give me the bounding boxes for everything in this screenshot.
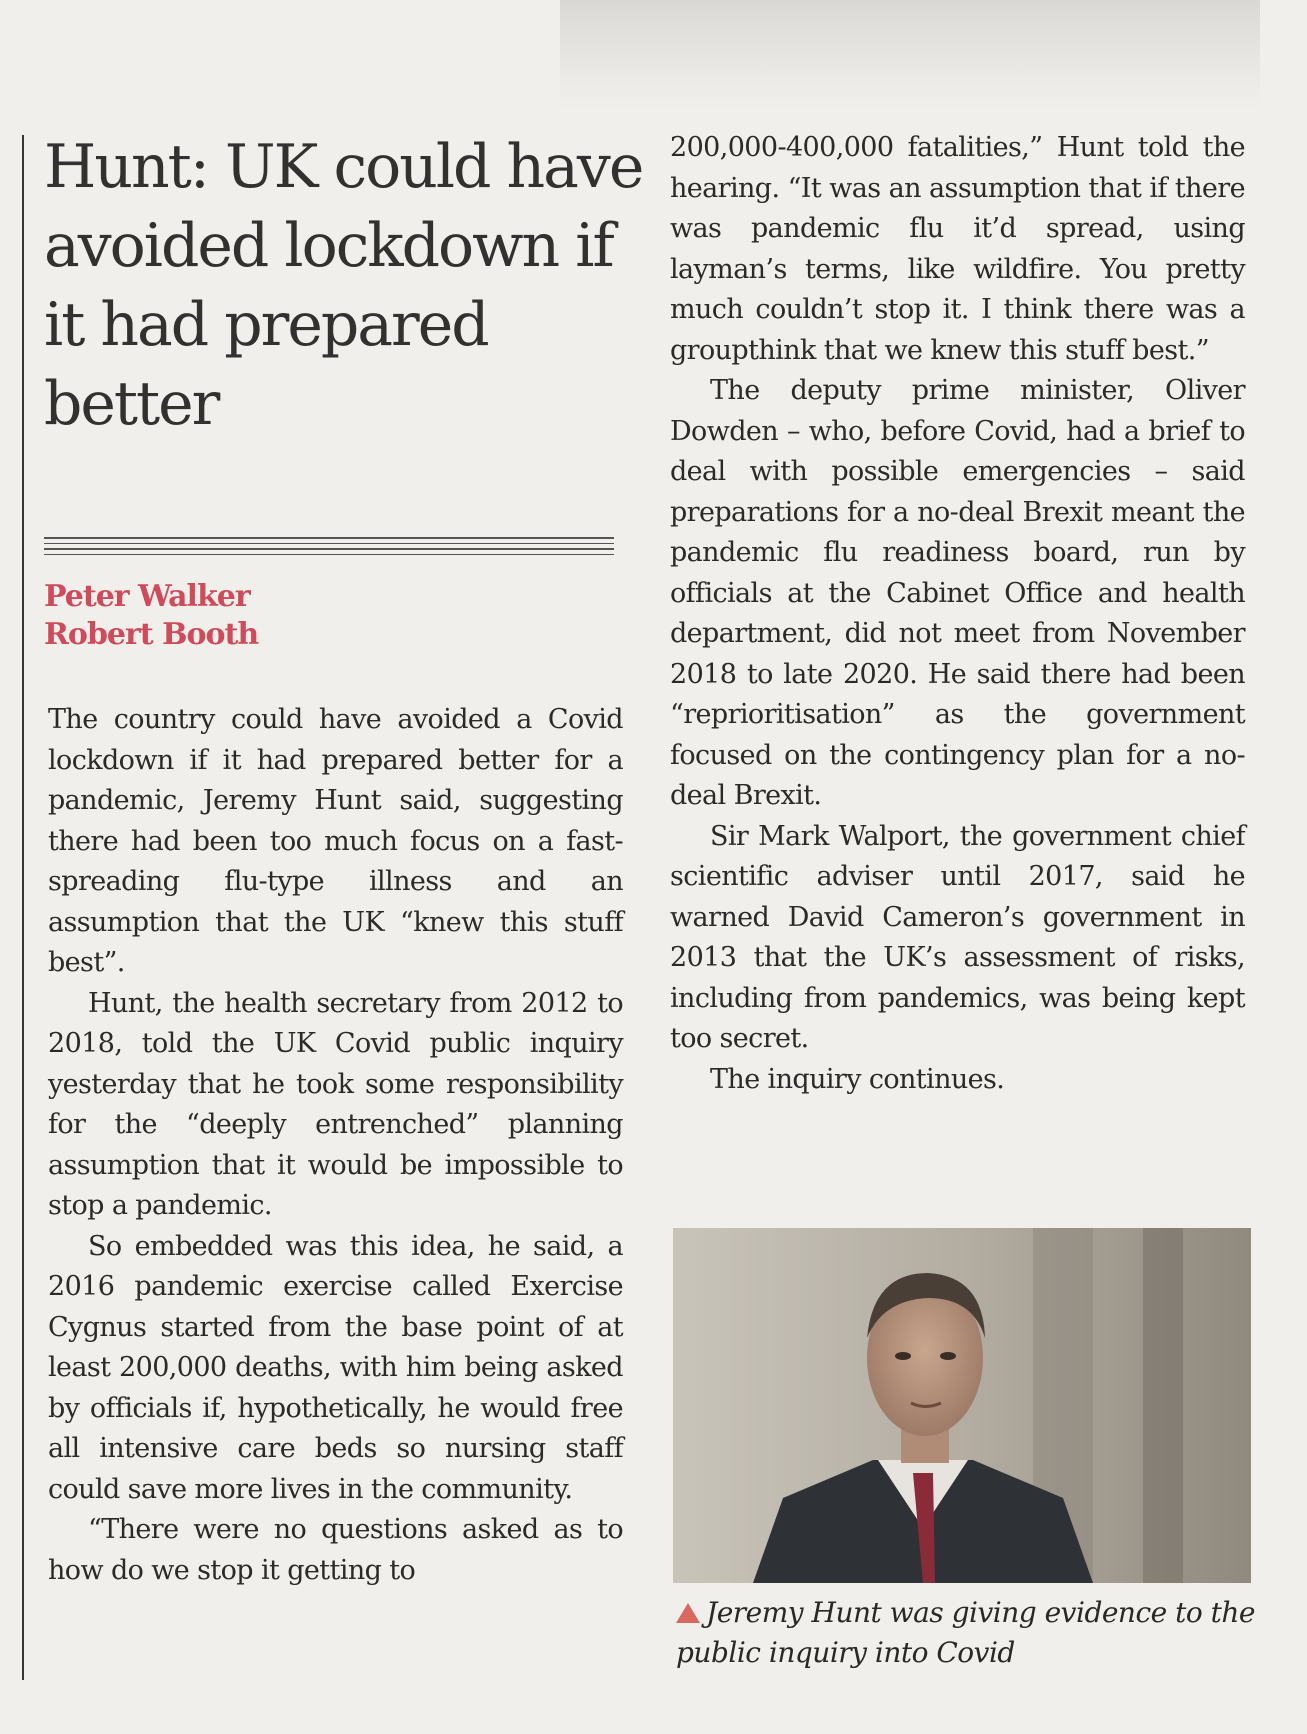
byline-author: Peter Walker	[44, 579, 250, 614]
headline-divider	[44, 537, 614, 559]
paragraph: 200,000-400,000 fatalities,” Hunt told the hearing. “It was an assumption that if there was pandemic flu it’d spread, using layman’s terms, like wildfire. You pretty much couldn’t stop it. I think there was a groupthink that we knew this stuff best.”	[670, 132, 1245, 366]
paragraph: The country could have avoided a Covid lockdown if it had prepared better for a pandemic, Jeremy Hunt said, suggesting there had been too much focus on a fast-spreading flu-type illness and an assumption that the UK “knew this stuff best”.	[48, 704, 623, 978]
headline: Hunt: UK could have avoided lockdown if it had prepared better	[44, 132, 643, 439]
column-rule	[22, 135, 24, 1680]
bleed-through-area	[560, 0, 1260, 110]
paragraph: Hunt, the health secretary from 2012 to 2018, told the UK Covid public inquiry yesterday that he took some responsibility for the “deeply entrenched” planning assumption that it would be impossible to stop a pandemic.	[48, 987, 623, 1221]
paragraph: Sir Mark Walport, the government chief scientific adviser until 2017, said he warned David Cameron’s government in 2013 that the UK’s assessment of risks, including from pandemics, was being kept too secret.	[670, 820, 1245, 1054]
photo-caption	[676, 1593, 1266, 1673]
paragraph: The deputy prime minister, Oliver Dowden – who, before Covid, had a brief to deal with possible emergencies – said preparations for a no-deal Brexit meant the pandemic flu readiness board, run by officials at the Cabinet Office and health department, did not meet from November 2018 to late 2020. He said there had been “reprioritisation” as the government focused on the contingency plan for a no-deal Brexit.	[670, 375, 1245, 811]
paragraph: The inquiry continues.	[710, 1063, 1005, 1095]
bylines	[44, 578, 258, 654]
body-column-2	[670, 128, 1245, 1100]
paragraph: “There were no questions asked as to how do we stop it getting to	[48, 1514, 623, 1586]
caption-text: Jeremy Hunt was giving evidence to the public inquiry into Covid	[676, 1596, 1255, 1669]
caption-marker-icon	[676, 1603, 700, 1623]
paragraph: So embedded was this idea, he said, a 2016 pandemic exercise called Exercise Cygnus started from the base point of at least 200,000 deaths, with him being asked by officials if, hypothetically, he would free all intensive care beds so nursing staff could save more lives in the community.	[48, 1230, 623, 1505]
body-column-1	[48, 700, 623, 1685]
byline-author: Robert Booth	[44, 617, 259, 652]
article-photo	[673, 1228, 1251, 1583]
